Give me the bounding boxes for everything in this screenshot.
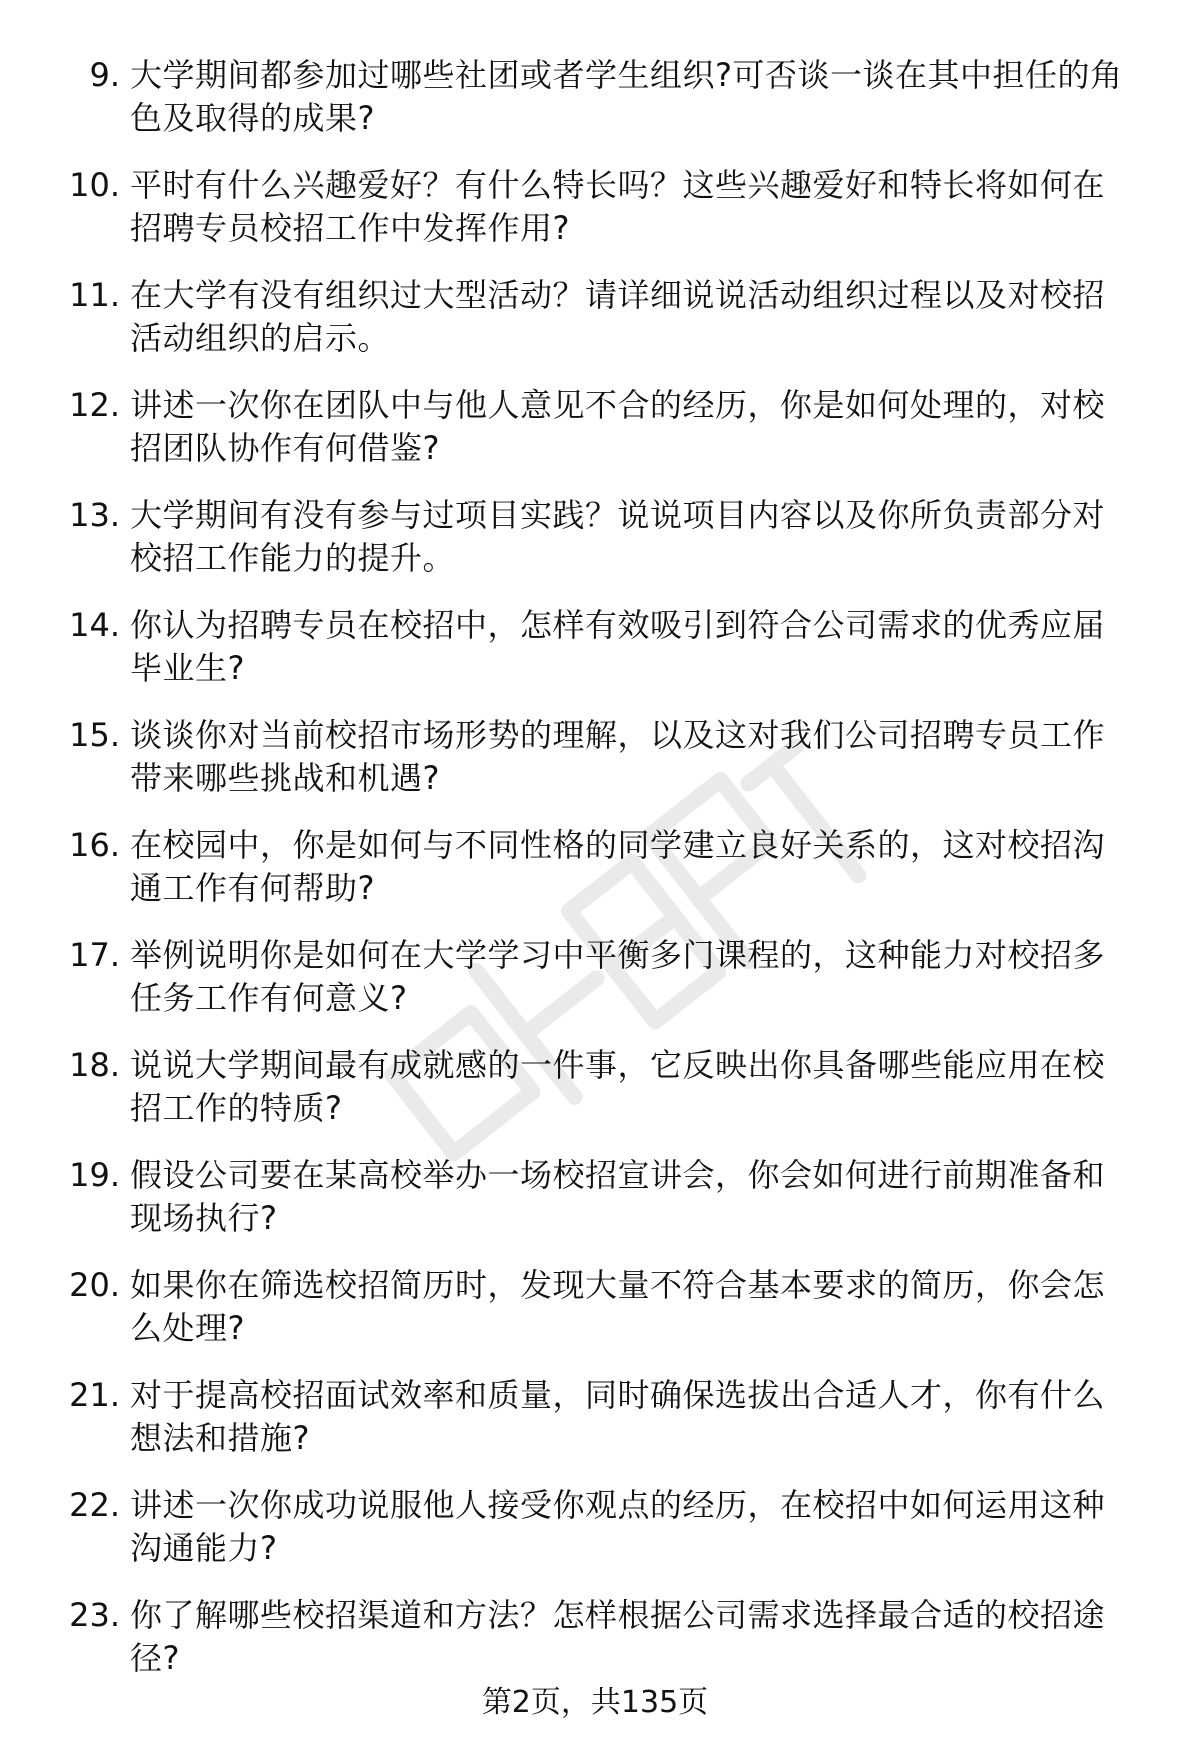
question-item — [58, 604, 1148, 690]
question-text: 平时有什么兴趣爱好？有什么特长吗？这些兴趣爱好和特长将如何在招聘专员校招工作中发挥作用? — [130, 166, 1106, 247]
question-number: 21. — [69, 1376, 120, 1414]
page-number-label: 第2页，共135页 — [481, 1685, 709, 1720]
question-item — [58, 1374, 1148, 1460]
question-item — [58, 824, 1148, 910]
question-item — [58, 384, 1148, 470]
question-number: 9. — [89, 56, 120, 94]
question-number: 22. — [69, 1486, 120, 1524]
question-item — [58, 1154, 1148, 1240]
question-text: 假设公司要在某高校举办一场校招宣讲会，你会如何进行前期准备和现场执行? — [130, 1156, 1106, 1237]
question-list — [58, 54, 1148, 1704]
question-number: 23. — [69, 1596, 120, 1634]
question-number: 13. — [69, 496, 120, 534]
question-item — [58, 1264, 1148, 1350]
question-number: 20. — [69, 1266, 120, 1304]
question-text: 对于提高校招面试效率和质量，同时确保选拔出合适人才，你有什么想法和措施? — [130, 1376, 1106, 1457]
question-item — [58, 714, 1148, 800]
question-number: 14. — [69, 606, 120, 644]
question-text: 讲述一次你在团队中与他人意见不合的经历，你是如何处理的，对校招团队协作有何借鉴? — [130, 386, 1106, 467]
question-item — [58, 494, 1148, 580]
question-item — [58, 1594, 1148, 1680]
question-text: 说说大学期间最有成就感的一件事，它反映出你具备哪些能应用在校招工作的特质? — [130, 1046, 1106, 1127]
question-item — [58, 934, 1148, 1020]
question-text: 大学期间都参加过哪些社团或者学生组织?可否谈一谈在其中担任的角色及取得的成果? — [130, 56, 1123, 137]
question-text: 举例说明你是如何在大学学习中平衡多门课程的，这种能力对校招多任务工作有何意义? — [130, 936, 1106, 1017]
question-text: 你了解哪些校招渠道和方法？怎样根据公司需求选择最合适的校招途径? — [130, 1596, 1106, 1677]
question-text: 在大学有没有组织过大型活动？请详细说说活动组织过程以及对校招活动组织的启示。 — [130, 276, 1106, 357]
question-number: 10. — [69, 166, 120, 204]
question-text: 你认为招聘专员在校招中，怎样有效吸引到符合公司需求的优秀应届毕业生? — [130, 606, 1106, 687]
question-number: 15. — [69, 716, 120, 754]
question-number: 18. — [69, 1046, 120, 1084]
question-number: 19. — [69, 1156, 120, 1194]
question-number: 16. — [69, 826, 120, 864]
question-number: 17. — [69, 936, 120, 974]
question-text: 大学期间有没有参与过项目实践？说说项目内容以及你所负责部分对校招工作能力的提升。 — [130, 496, 1106, 577]
question-text: 讲述一次你成功说服他人接受你观点的经历，在校招中如何运用这种沟通能力? — [130, 1486, 1106, 1567]
question-number: 12. — [69, 386, 120, 424]
question-number: 11. — [69, 276, 120, 314]
question-item — [58, 1484, 1148, 1570]
question-text: 在校园中，你是如何与不同性格的同学建立良好关系的，这对校招沟通工作有何帮助? — [130, 826, 1106, 907]
question-text: 谈谈你对当前校招市场形势的理解，以及这对我们公司招聘专员工作带来哪些挑战和机遇? — [130, 716, 1106, 797]
question-text: 如果你在筛选校招简历时，发现大量不符合基本要求的简历，你会怎么处理? — [130, 1266, 1106, 1347]
page-footer — [0, 1683, 1190, 1723]
question-item — [58, 1044, 1148, 1130]
question-item — [58, 54, 1148, 140]
question-item — [58, 274, 1148, 360]
question-item — [58, 164, 1148, 250]
